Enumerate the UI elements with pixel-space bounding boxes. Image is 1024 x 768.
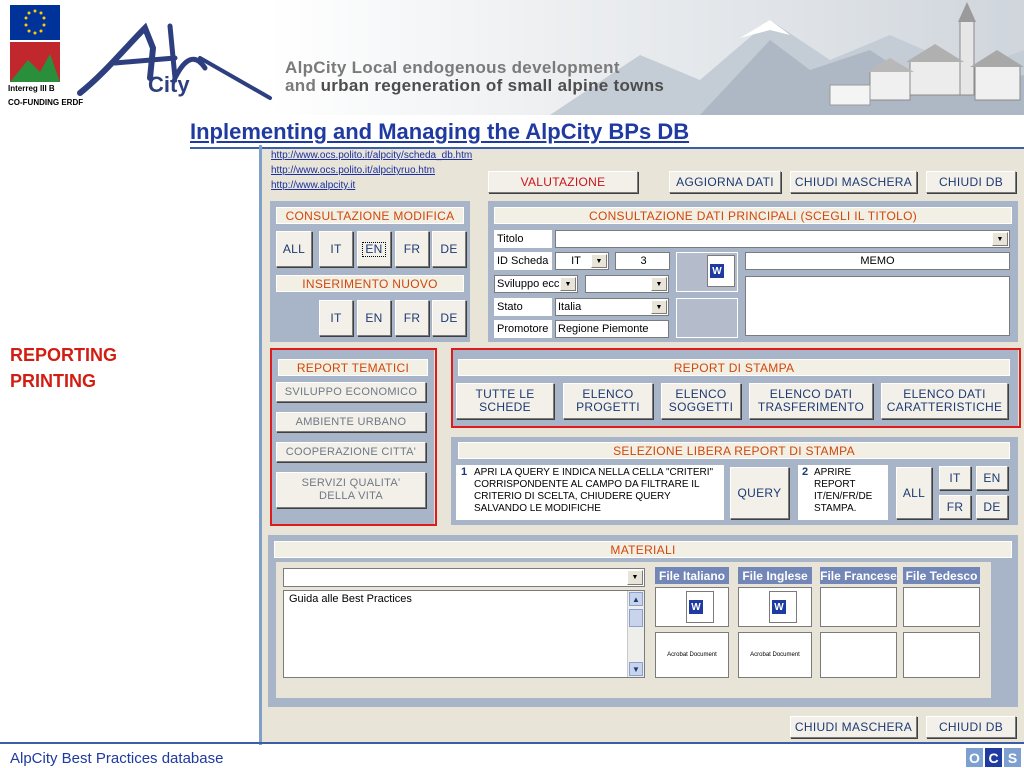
inserimento-nuovo-header: INSERIMENTO NUOVO: [276, 275, 464, 292]
report-stampa-header: REPORT DI STAMPA: [458, 359, 1010, 376]
consultazione-en-button[interactable]: [357, 231, 391, 267]
materiali-header: MATERIALI: [274, 541, 1012, 558]
file-tedesco-word-cell[interactable]: [903, 587, 980, 627]
stato-combo[interactable]: [555, 298, 669, 316]
step2-number: 2: [802, 466, 809, 478]
report-en-button[interactable]: EN: [976, 466, 1008, 490]
scrollbar-thumb[interactable]: [629, 609, 643, 627]
inserimento-en-button[interactable]: EN: [357, 300, 391, 336]
chevron-down-icon[interactable]: ▼: [560, 277, 576, 291]
ocs-logo-o: O: [966, 748, 983, 767]
step2-instructions: APRIRE REPORT IT/EN/FR/DE STAMPA.: [814, 467, 873, 514]
selezione-libera-header: SELEZIONE LIBERA REPORT DI STAMPA: [458, 442, 1010, 459]
file-italiano-pdf-cell[interactable]: Acrobat Document: [655, 632, 729, 678]
section-label-line2: PRINTING: [10, 371, 97, 391]
file-inglese-pdf-cell[interactable]: Acrobat Document: [738, 632, 812, 678]
tagline-line2: [285, 76, 664, 96]
materiali-combo[interactable]: [283, 568, 645, 587]
word-attachment-box[interactable]: [676, 252, 738, 292]
eu-flag-icon: [10, 5, 60, 40]
chevron-down-icon[interactable]: ▼: [591, 254, 607, 268]
elenco-dati-trasferimento-button[interactable]: ELENCO DATI TRASFERIMENTO: [749, 383, 873, 419]
file-tedesco-header: File Tedesco: [903, 567, 980, 584]
section-label-line1: REPORTING: [10, 345, 118, 365]
materiali-list[interactable]: [283, 590, 645, 678]
dati-principali-header: CONSULTAZIONE DATI PRINCIPALI (SCEGLI IL TITOLO): [494, 207, 1012, 224]
promotore-label: Promotore: [494, 320, 552, 338]
alpcity-logo-text: City: [148, 72, 190, 97]
file-francese-pdf-cell[interactable]: [820, 632, 897, 678]
sviluppo-combo[interactable]: [494, 275, 578, 293]
tagline-main: urban regeneration of small alpine towns: [320, 76, 665, 95]
ocs-logo-c: C: [985, 748, 1002, 767]
list-item[interactable]: Guida alle Best Practices: [289, 593, 412, 605]
aggiorna-dati-button[interactable]: AGGIORNA DATI: [669, 171, 781, 193]
step1-instructions: APRI LA QUERY E INDICA NELLA CELLA "CRITERI" CORRISPONDENTE AL CAMPO DA FILTRARE IL CRITERIO DI SCELTA, CHIUDERE QUERY SALVANDO LE MODIFICHE: [474, 467, 714, 514]
tutte-le-schede-button[interactable]: TUTTE LE SCHEDE: [456, 383, 554, 419]
id-lang-value: IT: [571, 255, 581, 267]
file-inglese-word-cell[interactable]: [738, 587, 812, 627]
file-francese-header: File Francese: [820, 568, 897, 583]
chevron-down-icon[interactable]: ▼: [651, 277, 667, 291]
chiudi-db-bottom-button[interactable]: CHIUDI DB: [926, 716, 1016, 738]
interreg-label: Interreg III B: [8, 84, 55, 93]
step2-box: [798, 465, 888, 520]
scroll-down-icon[interactable]: ▼: [629, 662, 643, 676]
tagline-line1: AlpCity Local endogenous development: [285, 58, 620, 77]
chevron-down-icon[interactable]: ▼: [651, 300, 667, 314]
elenco-progetti-button[interactable]: ELENCO PROGETTI: [563, 383, 653, 419]
promotore-field[interactable]: Regione Piemonte: [555, 320, 669, 338]
report-fr-button[interactable]: FR: [939, 495, 971, 519]
consultazione-all-button[interactable]: ALL: [276, 231, 312, 267]
report-tematici-header: REPORT TEMATICI: [278, 359, 428, 376]
footer-divider: [0, 742, 1024, 744]
link-alpcity[interactable]: http://www.alpcity.it: [271, 180, 356, 191]
tagline-prefix: and: [285, 76, 317, 95]
page-title: Inplementing and Managing the AlpCity BPs DB: [190, 119, 690, 144]
ambiente-urbano-button[interactable]: AMBIENTE URBANO: [276, 412, 426, 432]
file-italiano-word-cell[interactable]: [655, 587, 729, 627]
consultazione-fr-button[interactable]: FR: [395, 231, 429, 267]
step1-number: 1: [461, 466, 468, 478]
id-lang-combo[interactable]: [555, 252, 609, 270]
alpine-space-logo-icon: [10, 42, 60, 82]
inserimento-fr-button[interactable]: FR: [395, 300, 429, 336]
sviluppo-combo-2[interactable]: [585, 275, 669, 293]
chevron-down-icon[interactable]: ▼: [992, 232, 1008, 246]
word-document-icon[interactable]: W: [769, 591, 797, 623]
id-scheda-label: ID Scheda: [494, 252, 552, 270]
titolo-label: Titolo: [494, 230, 552, 248]
word-document-icon[interactable]: W: [686, 591, 714, 623]
file-inglese-header: File Inglese: [738, 567, 812, 584]
elenco-dati-caratteristiche-button[interactable]: ELENCO DATI CARATTERISTICHE: [881, 383, 1008, 419]
consultazione-de-button[interactable]: DE: [432, 231, 466, 267]
memo-label: MEMO: [745, 252, 1010, 270]
inserimento-it-button[interactable]: IT: [319, 300, 353, 336]
attachment-box-2[interactable]: [676, 298, 738, 338]
file-tedesco-pdf-cell[interactable]: [903, 632, 980, 678]
section-label: [10, 342, 117, 394]
chiudi-db-button[interactable]: CHIUDI DB: [926, 171, 1016, 193]
sviluppo-value: Sviluppo ecc: [497, 278, 559, 290]
inserimento-de-button[interactable]: DE: [432, 300, 466, 336]
cooperazione-citta-button[interactable]: COOPERAZIONE CITTA': [276, 442, 426, 462]
memo-field[interactable]: [745, 276, 1010, 336]
header-banner: [0, 0, 1024, 115]
stato-label: Stato: [494, 298, 552, 316]
query-button[interactable]: QUERY: [730, 467, 789, 519]
stato-value: Italia: [558, 301, 582, 313]
file-italiano-header: File Italiano: [655, 567, 729, 584]
footer-title: AlpCity Best Practices database: [10, 750, 224, 767]
report-it-button[interactable]: IT: [939, 466, 971, 490]
link-alpcityruo[interactable]: http://www.ocs.polito.it/alpcityruo.htm: [271, 165, 435, 176]
consultazione-modifica-header: CONSULTAZIONE MODIFICA: [276, 207, 464, 224]
link-scheda-db[interactable]: http://www.ocs.polito.it/alpcity/scheda_db.htm: [271, 150, 473, 161]
servizi-qualita-button[interactable]: SERVIZI QUALITA' DELLA VITA: [276, 472, 426, 508]
co-funding-label: CO-FUNDING ERDF: [8, 98, 84, 107]
chevron-down-icon[interactable]: ▼: [627, 570, 643, 585]
vertical-scrollbar[interactable]: [627, 591, 644, 677]
ocs-logo-s: S: [1004, 748, 1021, 767]
id-scheda-field[interactable]: 3: [615, 252, 670, 270]
word-document-icon[interactable]: W: [707, 255, 735, 287]
titolo-combo[interactable]: [555, 230, 1010, 248]
step1-box: [456, 465, 724, 520]
report-de-button[interactable]: DE: [976, 495, 1008, 519]
chiudi-maschera-button[interactable]: CHIUDI MASCHERA: [790, 171, 917, 193]
chiudi-maschera-bottom-button[interactable]: CHIUDI MASCHERA: [790, 716, 917, 738]
consultazione-en-label: EN: [362, 242, 385, 257]
consultazione-it-button[interactable]: IT: [319, 231, 353, 267]
valutazione-button[interactable]: VALUTAZIONE: [488, 171, 638, 193]
sviluppo-economico-button[interactable]: SVILUPPO ECONOMICO: [276, 382, 426, 402]
scroll-up-icon[interactable]: ▲: [629, 592, 643, 606]
file-francese-word-cell[interactable]: [820, 587, 897, 627]
report-all-button[interactable]: ALL: [896, 467, 932, 519]
elenco-soggetti-button[interactable]: ELENCO SOGGETTI: [661, 383, 741, 419]
